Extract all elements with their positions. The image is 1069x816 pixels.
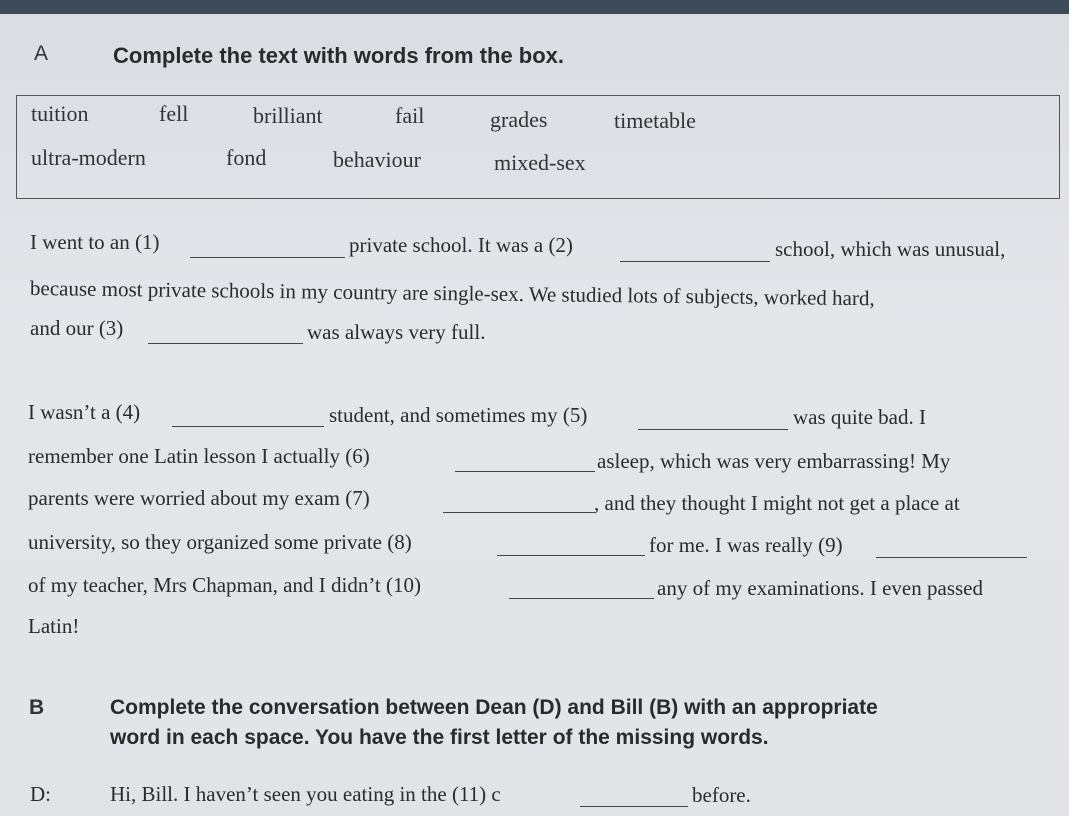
word-box-item: mixed-sex [494,150,586,175]
p2-line4-start: university, so they organized some private (8) [28,530,412,554]
p2-line5-end: any of my examinations. I even passed [657,576,983,600]
blank-2[interactable] [620,261,770,262]
p2-line1-start: I wasn’t a (4) [28,400,141,424]
word-box-item: grades [490,107,548,132]
word-box-item: behaviour [333,147,421,172]
p1-line3-start: and our (3) [30,316,124,340]
word-box-item: fell [159,101,189,126]
p2-line6: Latin! [28,614,80,638]
dialogue-speaker: D: [30,782,51,806]
word-box-item: brilliant [253,103,323,128]
p2-line1-mid: student, and sometimes my (5) [329,403,588,427]
blank-5[interactable] [638,429,788,430]
blank-3[interactable] [148,343,303,344]
blank-1[interactable] [190,257,345,258]
p1-line1-mid: private school. It was a (2) [349,233,573,257]
blank-8[interactable] [497,555,645,556]
blank-10[interactable] [509,598,654,599]
p1-line3-end: was always very full. [307,320,486,344]
blank-9[interactable] [876,557,1027,558]
word-box-item: ultra-modern [31,145,146,170]
p1-line1-end: school, which was unusual, [775,237,1006,261]
blank-7[interactable] [443,512,595,513]
dialogue-line-end: before. [692,783,751,807]
section-b-heading-line2: word in each space. You have the first letter of the missing words. [110,726,769,749]
word-box-item: tuition [31,101,89,126]
p2-line4-mid: for me. I was really (9) [649,533,843,557]
section-a-letter: A [34,42,49,65]
blank-11[interactable] [580,806,688,807]
p2-line2-end: asleep, which was very embarrassing! My [597,449,951,473]
word-box-item: fond [226,145,267,170]
blank-4[interactable] [172,426,324,427]
p1-line2: because most private schools in my country are single-sex. We studied lots of subjects, worked hard, [29,276,875,311]
screen-top-edge [0,0,1069,14]
blank-6[interactable] [455,471,595,472]
word-box-item: fail [395,103,425,128]
word-box-item: timetable [614,108,696,133]
p2-line1-end: was quite bad. I [793,405,926,429]
dialogue-line-start: Hi, Bill. I haven’t seen you eating in the (11) c [110,782,501,806]
section-a-heading: Complete the text with words from the box. [113,43,565,68]
p2-line3-start: parents were worried about my exam (7) [28,486,370,510]
section-b-letter: B [29,696,45,719]
section-b-heading-line1: Complete the conversation between Dean (D) and Bill (B) with an appropriate [110,696,878,719]
p2-line2-start: remember one Latin lesson I actually (6) [28,444,370,468]
p2-line5-start: of my teacher, Mrs Chapman, and I didn’t (10) [28,573,422,597]
p2-line3-end: , and they thought I might not get a place at [594,491,960,515]
p1-line1-start: I went to an (1) [30,230,160,254]
